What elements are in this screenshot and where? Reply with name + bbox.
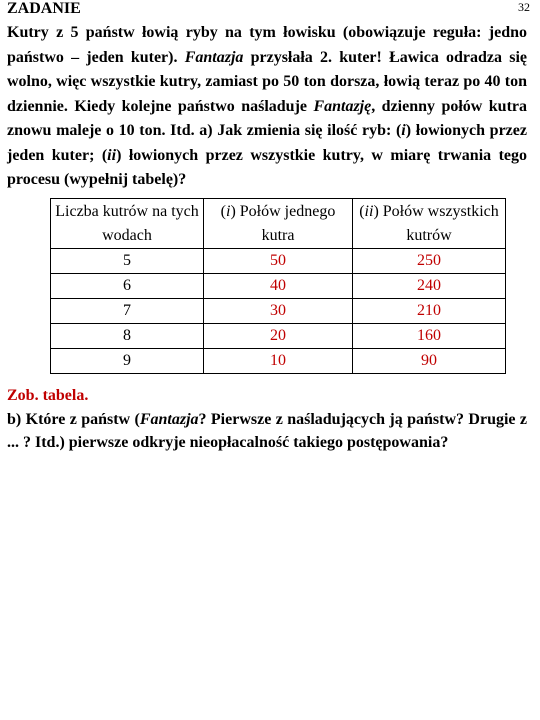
cell-per-boat: 10 (204, 349, 353, 374)
cell-total: 250 (353, 249, 506, 274)
see-table-note: Zob. tabela. (7, 387, 89, 404)
header-per-boat-label: Połów jednego kutra (235, 202, 336, 244)
table-row (51, 299, 506, 324)
text-segment: przysłała 2. kuter! Ławica odradza się wolno, więc wszystkie kutry, zamiast po 50 ton dorsza, łowią teraz po 40 ton dziennie. Kiedy kolejne państwo naśladuje (7, 48, 528, 115)
cell-per-boat: 20 (204, 324, 353, 349)
text-segment: Kutry z 5 państw łowią ryby na tym łowisku (obowiązuje reguła: jedno państwo – jeden kuter). (7, 24, 527, 66)
heading-zadanie: ZADANIE (7, 0, 81, 17)
ii-italic: ii (107, 146, 117, 164)
table-row (51, 324, 506, 349)
table-row (51, 349, 506, 374)
fantazje-italic: Fantazję (313, 97, 372, 115)
cell-total: 90 (353, 349, 506, 374)
i-italic: i (401, 122, 406, 139)
task-paragraph-b (7, 408, 527, 454)
cell-per-boat: 40 (204, 274, 353, 299)
header-boat-count: Liczba kutrów na tych wodach (51, 199, 204, 249)
ii-italic: ii (364, 202, 374, 220)
cell-boats: 6 (51, 274, 204, 299)
cell-per-boat: 50 (204, 249, 353, 274)
text-segment: , dzienny połów kutra znowu maleje o 10 ton. Itd. a) Jak zmienia się ilość ryb: ( (7, 97, 528, 139)
header-per-boat: (i) Połów jednego kutra (204, 199, 353, 249)
text-segment: ) łowionych przez jeden kuter; ( (7, 122, 527, 164)
i-italic: i (226, 202, 231, 220)
text-segment: b) Które z państw ( (7, 411, 140, 428)
table-row (51, 249, 506, 274)
table-row (51, 274, 506, 299)
fantazja-italic: Fantazja (184, 48, 244, 66)
cell-boats: 7 (51, 299, 204, 324)
cell-total: 210 (353, 299, 506, 324)
cell-total: 240 (353, 274, 506, 299)
cell-total: 160 (353, 324, 506, 349)
fantazja-italic: Fantazja (139, 411, 199, 428)
header-total-label: Połów wszystkich kutrów (378, 202, 499, 244)
cell-boats: 5 (51, 249, 204, 274)
cell-per-boat: 30 (204, 299, 353, 324)
text-segment: ) łowionych przez wszystkie kutry, w miarę trwania tego procesu (wypełnij tabelę)? (7, 146, 527, 188)
page-number: 32 (518, 0, 530, 14)
fish-table (50, 198, 506, 374)
table-header-row (51, 199, 506, 249)
cell-boats: 8 (51, 324, 204, 349)
cell-boats: 9 (51, 349, 204, 374)
task-paragraph-a (7, 21, 527, 193)
header-total: (ii) Połów wszystkich kutrów (353, 199, 506, 249)
text-segment: ? Pierwsze z naśladujących ją państw? Drugie z ... ? Itd.) pierwsze odkryje nieopłacalność takiego postępowania? (7, 411, 528, 451)
